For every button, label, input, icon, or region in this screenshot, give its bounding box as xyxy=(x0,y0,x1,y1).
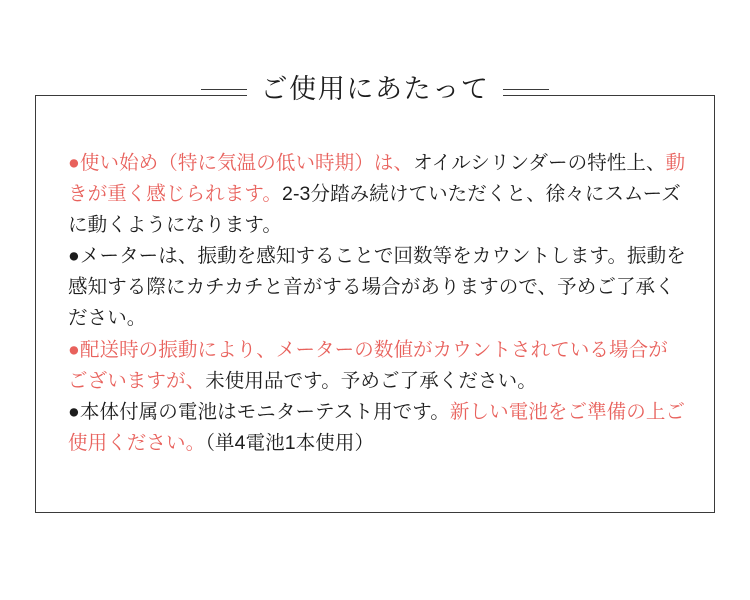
notice-body xyxy=(68,148,686,459)
notice-text-segment: 動きが重く感じられます。 xyxy=(68,152,686,205)
notice-text-segment: （単4電池1本使用） xyxy=(205,432,375,455)
page-title: ご使用にあたって xyxy=(247,76,504,103)
notice-paragraph xyxy=(68,148,686,240)
notice-paragraph xyxy=(68,241,686,333)
bullet-icon: ● xyxy=(68,401,80,424)
notice-text-segment: 本体付属の電池はモニターテスト用です。 xyxy=(79,401,450,424)
title-rule-left xyxy=(201,89,247,90)
notice-text-segment: オイルシリンダーの特性上、 xyxy=(413,152,666,174)
notice-text-segment: 未使用品です。予めご了承ください。 xyxy=(205,369,537,392)
notice-title-group xyxy=(36,76,714,103)
notice-text-segment: 配送時の振動により、メーターの数値がカウントされている場合がございますが、 xyxy=(68,338,668,392)
bullet-icon: ● xyxy=(68,152,80,174)
title-rule-right xyxy=(503,89,549,90)
bullet-icon: ● xyxy=(68,338,80,361)
bullet-icon: ● xyxy=(68,245,80,268)
notice-text-segment: 2-3分踏み続けていただくと、徐々にスムーズに動くようになります。 xyxy=(68,182,681,236)
notice-paragraph xyxy=(68,397,686,459)
notice-paragraph xyxy=(68,335,686,397)
notice-text-segment: メーターは、振動を感知することで回数等をカウントします。振動を感知する際にカチカチと音がする場合がありますので、予めご了承ください。 xyxy=(68,245,686,329)
notice-text-segment: 使い始め（特に気温の低い時期）は、 xyxy=(79,152,414,174)
notice-text-segment: 新しい電池をご準備の上ご使用ください。 xyxy=(68,401,686,455)
notice-box xyxy=(35,74,715,513)
